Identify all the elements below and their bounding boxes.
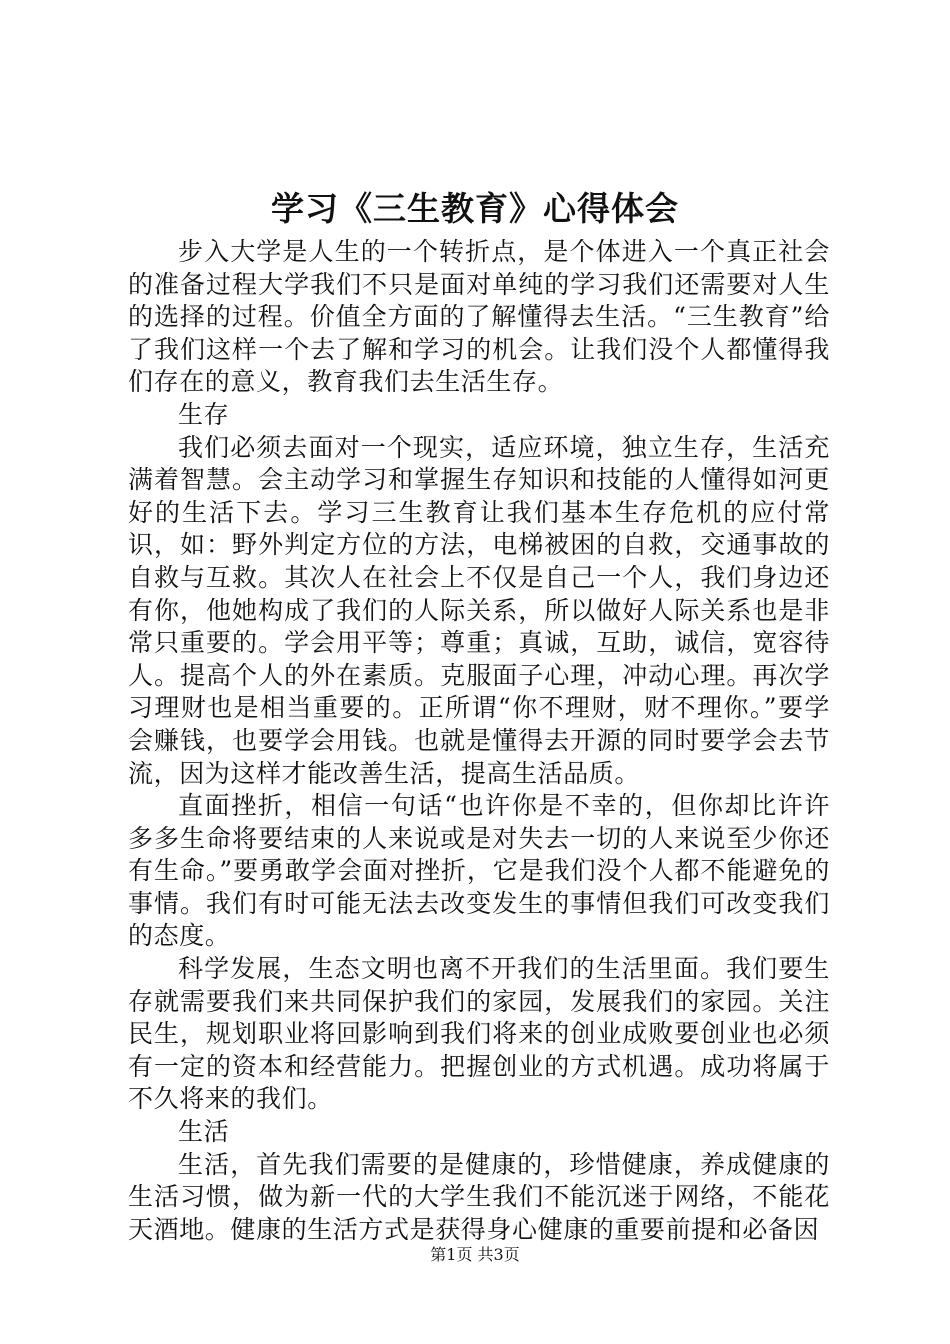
paragraph-development: 科学发展，生态文明也离不开我们的生活里面。我们要生存就需要我们来共同保护我们的家园，发展我们的家园。关注民生，规划职业将回影响到我们将来的创业成败要创业也必须有一定的资本和经营能力。把握创业的方式机遇。成功将属于不久将来的我们。	[128, 954, 830, 1114]
section-heading-life: 生活	[178, 1117, 230, 1147]
paragraph-setbacks: 直面挫折，相信一句话“也许你是不幸的，但你却比许许多多生命将要结束的人来说或是对失去一切的人来说至少你还有生命。”要勇敢学会面对挫折，它是我们没个人都不能避免的事情。我们有时可能无法去改变发生的事情但我们可改变我们的态度。	[128, 791, 830, 951]
paragraph-survival: 我们必须去面对一个现实，适应环境，独立生存，生活充满着智慧。会主动学习和掌握生存知识和技能的人懂得如河更好的生活下去。学习三生教育让我们基本生存危机的应付常识，如：野外判定方位的方法，电梯被困的自救，交通事故的自救与互救。其次人在社会上不仅是自己一个人，我们身边还有你，他她构成了我们的人际关系，所以做好人际关系也是非常只重要的。学会用平等；尊重；真诚，互助，诚信，宽容待人。提高个人的外在素质。克服面子心理，冲动心理。再次学习理财也是相当重要的。正所谓“你不理财，财不理你。”要学会赚钱，也要学会用钱。也就是懂得去开源的同时要学会去节流，因为这样才能改善生活，提高生活品质。	[128, 432, 830, 788]
document-title: 学习《三生教育》心得体会	[271, 189, 679, 228]
page-footer: 第1页 共3页	[430, 1245, 520, 1264]
paragraph-life: 生活，首先我们需要的是健康的，珍惜健康，养成健康的生活习惯，做为新一代的大学生我们不能沉迷于网络，不能花天酒地。健康的生活方式是获得身心健康的重要前提和必备因	[128, 1149, 830, 1244]
paragraph-intro: 步入大学是人生的一个转折点，是个体进入一个真正社会的准备过程大学我们不只是面对单纯的学习我们还需要对人生的选择的过程。价值全方面的了解懂得去生活。“三生教育”给了我们这样一个去了解和学习的机会。让我们没个人都懂得我们存在的意义，教育我们去生活生存。	[128, 237, 830, 397]
section-heading-survival: 生存	[178, 399, 230, 429]
document-body	[128, 236, 830, 1246]
